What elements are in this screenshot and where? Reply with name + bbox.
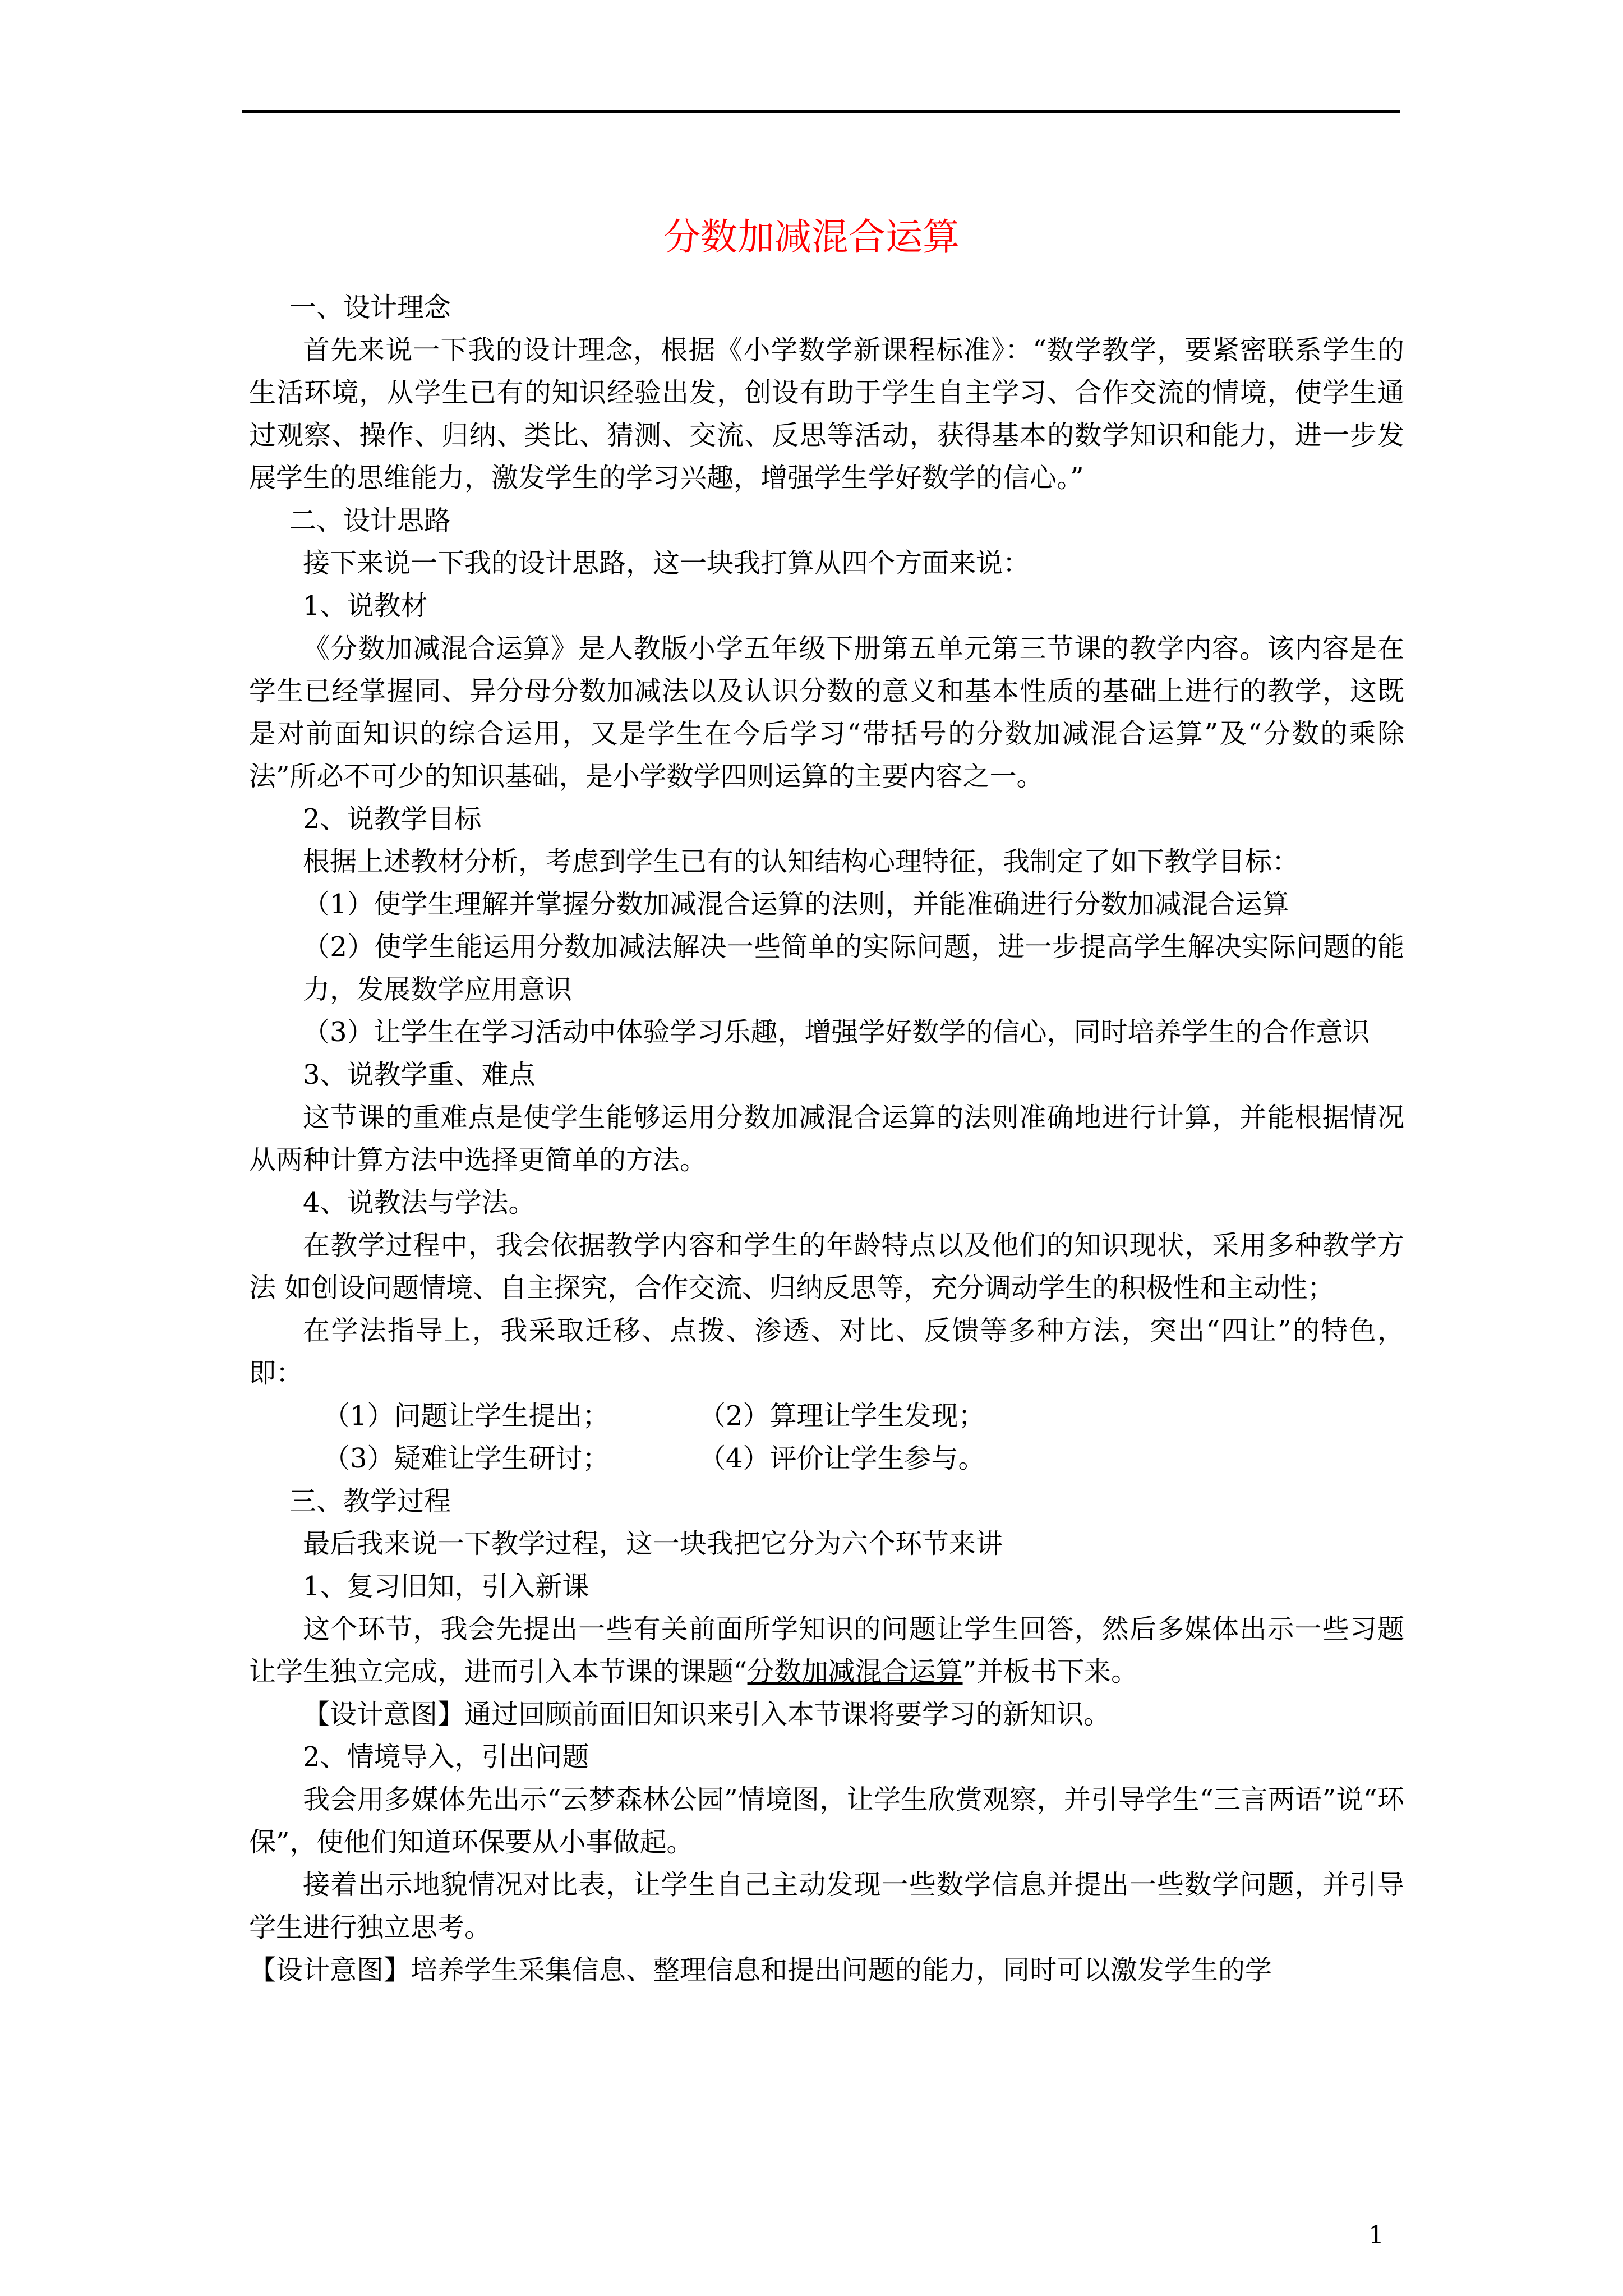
four-let-item-1: （1）问题让学生提出； [323, 1400, 610, 1432]
paragraph-teaching-goals-intro: 根据上述教材分析，考虑到学生已有的认知结构心理特征，我制定了如下教学目标： [303, 846, 1299, 877]
four-let-item-2: （2）算理让学生发现； [699, 1400, 985, 1432]
design-intent-review: 【设计意图】通过回顾前面旧知识来引入本节课将要学习的新知识。 [303, 1699, 1111, 1730]
step-heading-review: 1、复习旧知，引入新课 [303, 1571, 589, 1602]
section-heading-design-concept: 一、设计理念 [289, 292, 451, 323]
goal-item-3: （3）让学生在学习活动中体验学习乐趣，增强学好数学的信心，同时培养学生的合作意识 [303, 1016, 1370, 1048]
paragraph-textbook: 《分数加减混合运算》是人教版小学五年级下册第五单元第三节课的教学内容。该内容是在学生已经掌握同、异分母分数加减法以及认识分数的意义和基本性质的基础上进行的教学，这既是对前面知识的综合运用，又是学生在今后学习“带括号的分数加减混合运算”及“分数的乘除法”所必不可少的知识基础，是小学数学四则运算的主要内容之一。 [249, 633, 1404, 792]
paragraph-review-text-b: ”并板书下来。 [962, 1656, 1138, 1687]
paragraph-scenario-1: 我会用多媒体先出示“云梦森林公园”情境图，让学生欣赏观察，并引导学生“三言两语”说“环保”，使他们知道环保要从小事做起。 [249, 1784, 1404, 1858]
paragraph-review-text-a: 这个环节，我会先提出一些有关前面所学知识的问题让学生回答，然后多媒体出示一些习题让学生独立完成，进而引入本节课的课题“ [249, 1613, 1404, 1687]
paragraph-scenario-2: 接着出示地貌情况对比表，让学生自己主动发现一些数学信息并提出一些数学问题，并引导学生进行独立思考。 [249, 1869, 1404, 1943]
section-heading-design-approach: 二、设计思路 [289, 505, 451, 536]
section-heading-teaching-process: 三、教学过程 [289, 1485, 451, 1517]
subheading-methods: 4、说教法与学法。 [303, 1187, 536, 1218]
four-let-item-3: （3）疑难让学生研讨； [323, 1443, 610, 1474]
four-let-row-1 [249, 1395, 1404, 1437]
goal-item-2: （2）使学生能运用分数加减法解决一些简单的实际问题，进一步提高学生解决实际问题的能力，发展数学应用意识 [303, 931, 1404, 1005]
goal-item-1: （1）使学生理解并掌握分数加减混合运算的法则，并能准确进行分数加减混合运算 [303, 889, 1289, 920]
paragraph-teaching-process-intro: 最后我来说一下教学过程，这一块我把它分为六个环节来讲 [303, 1528, 1003, 1559]
paragraph-key-points: 这节课的重难点是使学生能够运用分数加减混合运算的法则准确地进行计算，并能根据情况从两种计算方法中选择更简单的方法。 [249, 1102, 1404, 1176]
subheading-key-points: 3、说教学重、难点 [303, 1059, 536, 1091]
design-intent-scenario: 【设计意图】培养学生采集信息、整理信息和提出问题的能力，同时可以激发学生的学 [249, 1954, 1272, 1986]
paragraph-learning-methods: 在学法指导上，我采取迁移、点拨、渗透、对比、反馈等多种方法，突出“四让”的特色，即： [249, 1315, 1404, 1389]
paragraph-teaching-methods: 在教学过程中，我会依据教学内容和学生的年龄特点以及他们的知识现状，采用多种教学方法 如创设问题情境、自主探究，合作交流、归纳反思等，充分调动学生的积极性和主动性； [249, 1230, 1404, 1304]
paragraph-review-topic: 分数加减混合运算 [747, 1656, 963, 1687]
subheading-textbook: 1、说教材 [303, 590, 428, 622]
page-number: 1 [1368, 2221, 1384, 2249]
paragraph-review [249, 1608, 1404, 1693]
paragraph-design-concept: 首先来说一下我的设计理念，根据《小学数学新课程标准》：“数学教学，要紧密联系学生的生活环境，从学生已有的知识经验出发，创设有助于学生自主学习、合作交流的情境，使学生通过观察、操作、归纳、类比、猜测、交流、反思等活动，获得基本的数学知识和能力，进一步发展学生的思维能力，激发学生的学习兴趣，增强学生学好数学的信心。” [249, 334, 1404, 494]
four-let-row-2 [249, 1437, 1404, 1480]
four-let-item-4: （4）评价让学生参与。 [699, 1443, 985, 1474]
header-rule [242, 110, 1400, 113]
page-title: 分数加减混合运算 [663, 215, 960, 259]
document-body [249, 286, 1404, 1991]
subheading-teaching-goals: 2、说教学目标 [303, 803, 482, 835]
paragraph-design-approach-intro: 接下来说一下我的设计思路，这一块我打算从四个方面来说： [303, 547, 1030, 579]
step-heading-scenario: 2、情境导入，引出问题 [303, 1741, 589, 1773]
